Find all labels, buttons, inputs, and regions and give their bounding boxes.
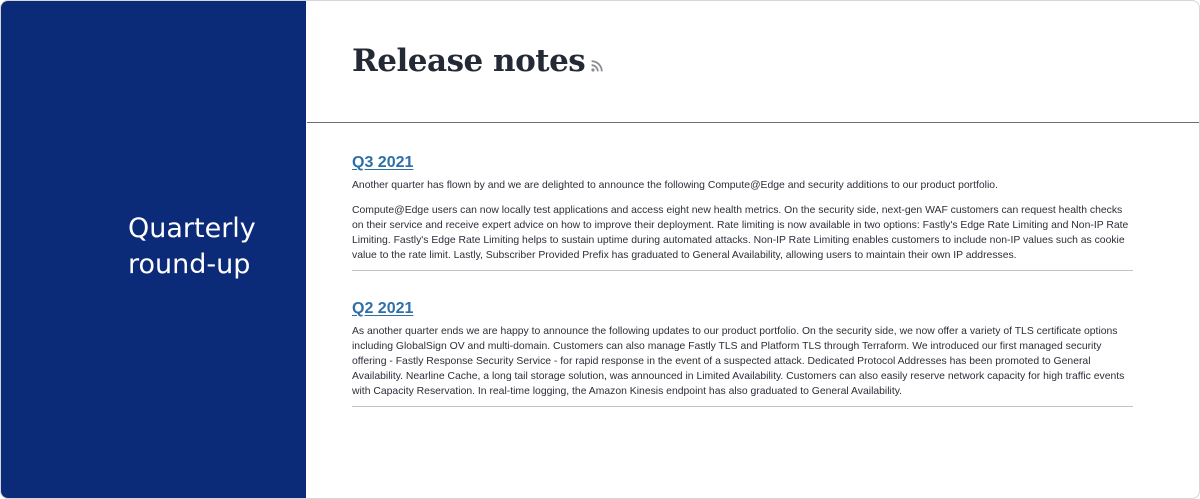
sidebar-title-line2: round-up <box>128 249 251 280</box>
rss-icon[interactable] <box>591 60 603 72</box>
page-title-text: Release notes <box>352 43 586 79</box>
quarter-link-q3-2021[interactable]: Q3 2021 <box>352 154 414 171</box>
release-section-q3-2021 <box>352 153 1133 271</box>
release-section-q2-2021 <box>352 299 1133 407</box>
section-body: Compute@Edge users can now locally test applications and access eight new health metrics. On the security side, next-gen WAF customers can request health checks on their service and receive expert advice on how to improve their deployment. Rate limiting is now available in two options: Fastly's Edge Rate Limiting and Non-IP Rate Limiting. Fastly's Edge Rate Limiting helps to sustain uptime during automated attacks. Non-IP Rate Limiting enables customers to include non-IP values such as cookie value to the rate limit. Lastly, Subscriber Provided Prefix has graduated to General Availability, allowing users to maintain their own IP addresses. <box>352 205 1129 261</box>
sidebar <box>1 1 306 498</box>
release-notes-list <box>352 153 1133 407</box>
quarter-link-q2-2021[interactable]: Q2 2021 <box>352 300 414 317</box>
section-body: As another quarter ends we are happy to announce the following updates to our product portfolio. On the security side, we now offer a variety of TLS certificate options including GlobalSign OV and multi-domain. Customers can also manage Fastly TLS and Platform TLS through Terraform. We introduced our first managed security offering - Fastly Response Security Service - for rapid response in the event of a suspected attack. Dedicated Protocol Addresses has been promoted to General Availability. Nearline Cache, a long tail storage solution, was announced in Limited Availability. Customers can also easily reserve network capacity for high traffic events with Capacity Reservation. In real-time logging, the Amazon Kinesis endpoint has also graduated to General Availability. <box>352 326 1125 397</box>
sidebar-title-line1: Quarterly <box>128 213 256 244</box>
main-content <box>307 1 1199 498</box>
page-header <box>307 1 1199 123</box>
section-intro: Another quarter has flown by and we are delighted to announce the following Compute@Edge and security additions to our product portfolio. <box>352 180 998 191</box>
page-title <box>352 41 603 81</box>
sidebar-title <box>128 211 298 283</box>
